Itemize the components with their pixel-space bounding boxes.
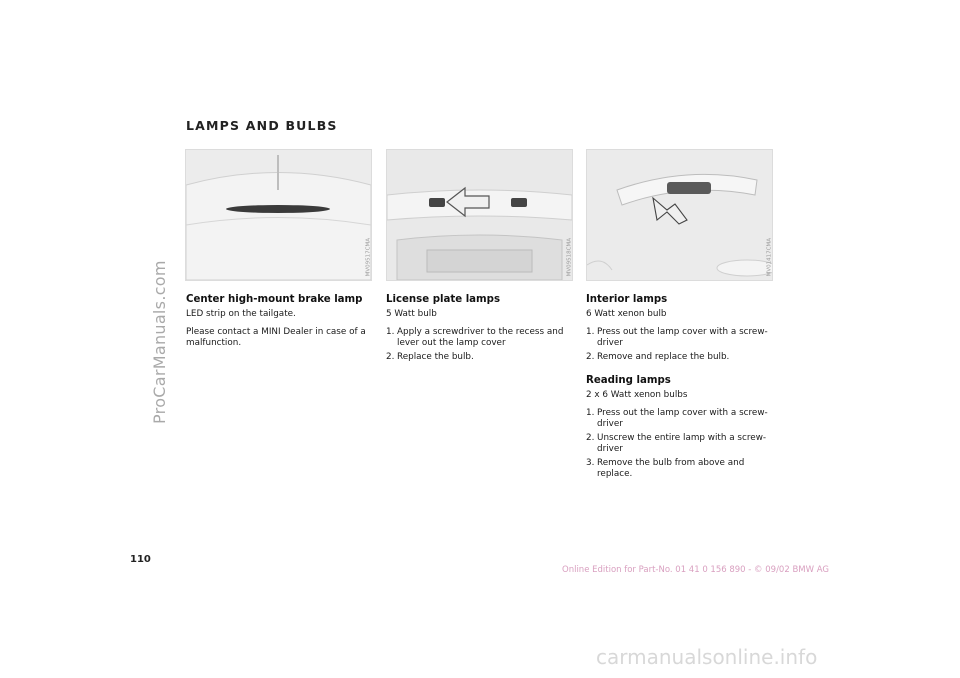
- paragraph: 2 x 6 Watt xenon bulbs: [586, 390, 688, 400]
- brake-lamp-illustration: [186, 150, 371, 280]
- figure-interior-lamps: [586, 149, 773, 281]
- figure-code: MV09517CMA: [365, 238, 371, 277]
- heading-interior-lamps: Interior lamps: [586, 294, 668, 305]
- heading-license-plate-lamps: License plate lamps: [386, 294, 501, 305]
- figure-brake-lamp: [185, 149, 372, 281]
- list-item: 1. Press out the lamp cover with a screw-driver: [586, 326, 768, 348]
- list-item: 2. Replace the bulb.: [386, 351, 474, 362]
- paragraph: Please contact a MINI Dealer in case of a malfunction.: [186, 326, 366, 348]
- steps-list: [586, 327, 776, 364]
- page-number: 110: [130, 554, 151, 565]
- list-item: 3. Remove the bulb from above and replace.: [586, 457, 745, 479]
- paragraph: 6 Watt xenon bulb: [586, 309, 667, 319]
- steps-list: [586, 408, 776, 481]
- figure-license-plate-lamps: [386, 149, 573, 281]
- steps-list: [386, 327, 576, 364]
- interior-lamp-illustration: [587, 150, 772, 280]
- column-brake-lamp: [186, 294, 376, 356]
- section-title: LAMPS AND BULBS: [186, 118, 338, 133]
- figure-code: MV01417CMA: [766, 238, 772, 277]
- license-plate-illustration: [387, 150, 572, 280]
- side-watermark: ProCarManuals.com: [150, 260, 169, 424]
- figure-code: MV09518CMA: [566, 238, 572, 277]
- footer-watermark: carmanualsonline.info: [596, 645, 818, 669]
- list-item: 2. Unscrew the entire lamp with a screw-driver: [586, 432, 767, 454]
- column-interior-lamps: [586, 294, 776, 487]
- list-item: 1. Press out the lamp cover with a screw-driver: [586, 407, 768, 429]
- heading-brake-lamp: Center high-mount brake lamp: [186, 294, 363, 305]
- heading-reading-lamps: Reading lamps: [586, 375, 671, 386]
- list-item: 1. Apply a screwdriver to the recess and lever out the lamp cover: [386, 326, 564, 348]
- paragraph: LED strip on the tailgate.: [186, 309, 296, 319]
- footer-note: Online Edition for Part-No. 01 41 0 156 890 - © 09/02 BMW AG: [562, 565, 829, 575]
- column-license-plate-lamps: [386, 294, 576, 369]
- list-item: 2. Remove and replace the bulb.: [586, 351, 730, 362]
- paragraph: 5 Watt bulb: [386, 309, 437, 319]
